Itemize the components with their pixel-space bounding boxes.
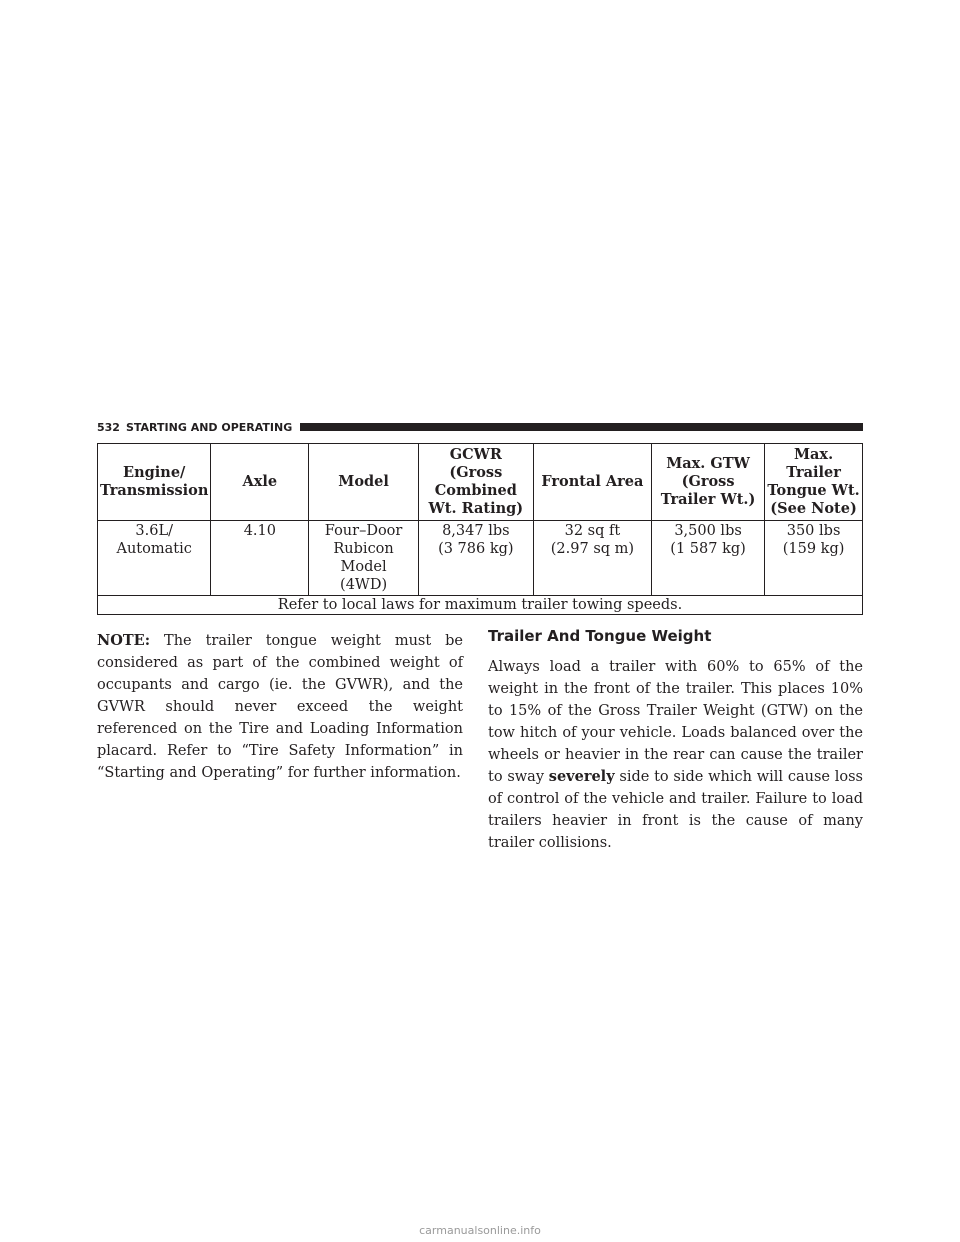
note-label: NOTE: <box>97 632 151 649</box>
section-emphasis: severely <box>548 768 615 785</box>
table-header-cell: Frontal Area <box>533 444 651 521</box>
table-header-cell: GCWR (Gross Combined Wt. Rating) <box>418 444 533 521</box>
table-cell: Four–Door Rubicon Model (4WD) <box>309 521 418 596</box>
section-heading: Trailer And Tongue Weight <box>488 627 712 645</box>
table-header-row <box>98 444 863 521</box>
page-number: 532 <box>97 420 120 434</box>
header-rule <box>300 423 863 431</box>
table-header-cell: Engine/ Transmission <box>98 444 211 521</box>
table-header-cell: Model <box>309 444 418 521</box>
note-text: The trailer tongue weight must be considered as part of the combined weight of occupants and cargo (ie. the GVWR), and the GVWR should never exceed the weight referenced on the Tire and Loading Information placard. Refer to “Tire Safety Information” in “Starting and Operating” for further information. <box>97 633 463 781</box>
table-cell: 4.10 <box>211 521 309 596</box>
table-cell: 350 lbs (159 kg) <box>765 521 863 596</box>
trailer-tongue-section <box>488 626 863 854</box>
section-paragraph <box>488 656 863 854</box>
watermark-text: carmanualsonline.info <box>419 1224 541 1237</box>
table-header-cell: Axle <box>211 444 309 521</box>
table-footnote-row <box>98 596 863 615</box>
table-cell: 8,347 lbs (3 786 kg) <box>418 521 533 596</box>
note-paragraph <box>97 630 463 784</box>
page-header <box>97 419 863 435</box>
section-text-before: Always load a trailer with 60% to 65% of the weight in the front of the trailer. This places 10% to 15% of the Gross Trailer Weight (GTW) on the tow hitch of your vehicle. Loads balanced over the wheels or heavier in the rear can cause the trailer to sway <box>488 659 863 785</box>
table-cell: 32 sq ft (2.97 sq m) <box>533 521 651 596</box>
table-header-cell: Max. GTW (Gross Trailer Wt.) <box>651 444 764 521</box>
table-cell: 3.6L/ Automatic <box>98 521 211 596</box>
section-text-after: side to side which will cause loss of control of the vehicle and trailer. Failure to load trailers heavier in front is the cause of many trailer collisions. <box>488 769 863 851</box>
table-footnote: Refer to local laws for maximum trailer towing speeds. <box>98 596 863 615</box>
table-row <box>98 521 863 596</box>
table-header-cell: Max. Trailer Tongue Wt. (See Note) <box>765 444 863 521</box>
table-cell: 3,500 lbs (1 587 kg) <box>651 521 764 596</box>
towing-specs-table <box>97 443 863 615</box>
section-title: STARTING AND OPERATING <box>125 420 293 434</box>
